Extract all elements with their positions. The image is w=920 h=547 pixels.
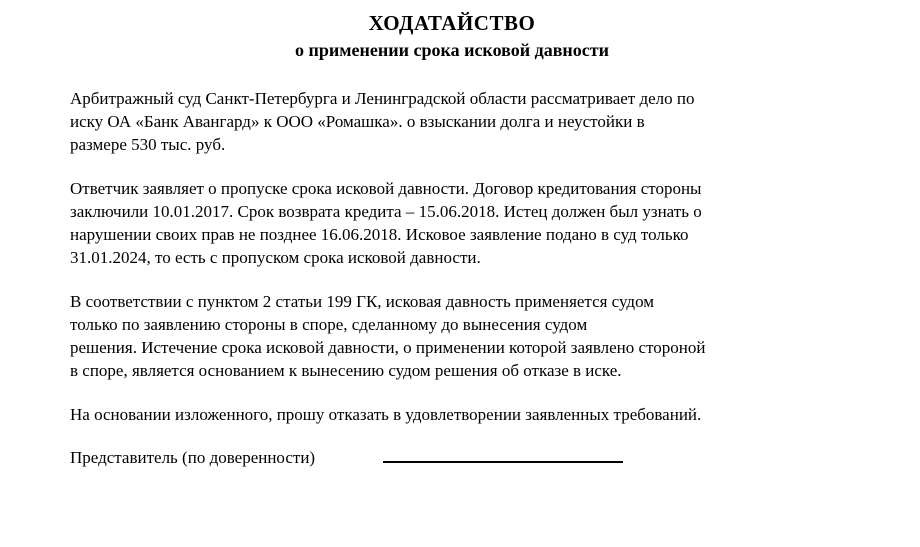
paragraph-line: В соответствии с пунктом 2 статьи 199 ГК, исковая давность применяется судом — [70, 292, 655, 311]
paragraph-line: На основании изложенного, прошу отказать в удовлетворении заявленных требований. — [70, 405, 702, 424]
paragraph-line: Ответчик заявляет о пропуске срока исковой давности. Договор кредитования стороны — [70, 179, 702, 198]
paragraph-court-intro — [70, 87, 834, 156]
signature-blank-line — [383, 447, 623, 463]
document-title: ХОДАТАЙСТВО — [368, 11, 536, 35]
paragraph-line: заключили 10.01.2017. Срок возврата кредита – 15.06.2018. Истец должен был узнать о — [70, 202, 702, 221]
paragraph-line: в споре, является основанием к вынесению судом решения об отказе в иске. — [70, 361, 622, 380]
paragraph-legal-basis — [70, 290, 834, 382]
paragraph-line: решения. Истечение срока исковой давности, о применении которой заявлено стороной — [70, 338, 706, 357]
paragraph-line: размере 530 тыс. руб. — [70, 135, 226, 154]
paragraph-line: иску ОА «Банк Авангард» к ООО «Ромашка». о взыскании долга и неустойки в — [70, 112, 645, 131]
paragraph-line: 31.01.2024, то есть с пропуском срока исковой давности. — [70, 248, 481, 267]
paragraph-line: нарушении своих прав не позднее 16.06.2018. Исковое заявление подано в суд только — [70, 225, 689, 244]
paragraph-defendant-statement — [70, 177, 834, 269]
signature-label: Представитель (по доверенности) — [70, 448, 316, 467]
document-subtitle: о применении срока исковой давности — [295, 40, 609, 60]
paragraph-request — [70, 403, 834, 426]
paragraph-line: только по заявлению стороны в споре, сделанному до вынесения судом — [70, 315, 588, 334]
signature-row — [70, 446, 834, 469]
paragraph-line: Арбитражный суд Санкт-Петербурга и Ленинградской области рассматривает дело по — [70, 89, 695, 108]
